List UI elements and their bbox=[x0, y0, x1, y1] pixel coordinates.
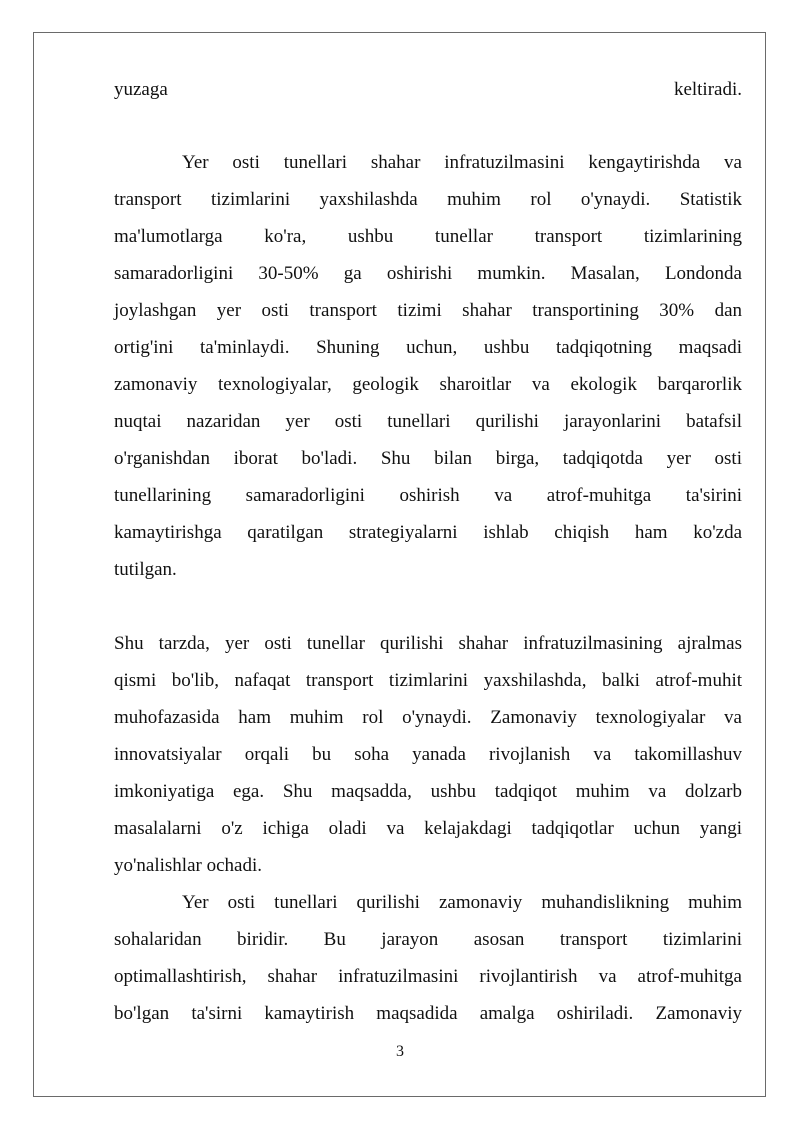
text-line: Yer osti tunellari shahar infratuzilmasini kengaytirishda va bbox=[182, 152, 742, 173]
text-line: muhofazasida ham muhim rol o'ynaydi. Zamonaviy texnologiyalar va bbox=[114, 707, 742, 728]
paragraph bbox=[114, 884, 742, 1032]
text-line: innovatsiyalar orqali bu soha yanada rivojlanish va takomillashuv bbox=[114, 744, 742, 765]
text-line: Yer osti tunellari qurilishi zamonaviy muhandislikning muhim bbox=[182, 892, 742, 913]
document-body bbox=[114, 71, 742, 1032]
text-line: qismi bo'lib, nafaqat transport tizimlarini yaxshilashda, balki atrof-muhit bbox=[114, 670, 742, 691]
text-line: optimallashtirish, shahar infratuzilmasini rivojlantirish va atrof-muhitga bbox=[114, 966, 742, 987]
paragraph-gap bbox=[114, 588, 742, 625]
text-line: tutilgan. bbox=[114, 559, 177, 580]
text-line: masalalarni o'z ichiga oladi va kelajakdagi tadqiqotlar uchun yangi bbox=[114, 818, 742, 839]
text-line: joylashgan yer osti transport tizimi shahar transportining 30% dan bbox=[114, 300, 742, 321]
text-line: bo'lgan ta'sirni kamaytirish maqsadida amalga oshiriladi. Zamonaviy bbox=[114, 1003, 742, 1024]
text-line: yuzaga keltiradi. bbox=[114, 79, 742, 100]
text-line: yo'nalishlar ochadi. bbox=[114, 855, 262, 876]
paragraph bbox=[114, 144, 742, 588]
text-line: zamonaviy texnologiyalar, geologik sharoitlar va ekologik barqarorlik bbox=[114, 374, 742, 395]
text-line: o'rganishdan iborat bo'ladi. Shu bilan birga, tadqiqotda yer osti bbox=[114, 448, 742, 469]
paragraph bbox=[114, 625, 742, 884]
text-line: Shu tarzda, yer osti tunellar qurilishi shahar infratuzilmasining ajralmas bbox=[114, 633, 742, 654]
paragraph-gap bbox=[114, 108, 742, 144]
text-line: samaradorligini 30-50% ga oshirishi mumkin. Masalan, Londonda bbox=[114, 263, 742, 284]
text-line: nuqtai nazaridan yer osti tunellari qurilishi jarayonlarini batafsil bbox=[114, 411, 742, 432]
text-line: transport tizimlarini yaxshilashda muhim rol o'ynaydi. Statistik bbox=[114, 189, 742, 210]
text-line: tunellarining samaradorligini oshirish va atrof-muhitga ta'sirini bbox=[114, 485, 742, 506]
page-number: 3 bbox=[396, 1043, 404, 1060]
text-line: sohalaridan biridir. Bu jarayon asosan transport tizimlarini bbox=[114, 929, 742, 950]
text-line: imkoniyatiga ega. Shu maqsadda, ushbu tadqiqot muhim va dolzarb bbox=[114, 781, 742, 802]
text-line: ma'lumotlarga ko'ra, ushbu tunellar transport tizimlarining bbox=[114, 226, 742, 247]
text-line: ortig'ini ta'minlaydi. Shuning uchun, ushbu tadqiqotning maqsadi bbox=[114, 337, 742, 358]
paragraph bbox=[114, 71, 742, 108]
text-line: kamaytirishga qaratilgan strategiyalarni ishlab chiqish ham ko'zda bbox=[114, 522, 742, 543]
